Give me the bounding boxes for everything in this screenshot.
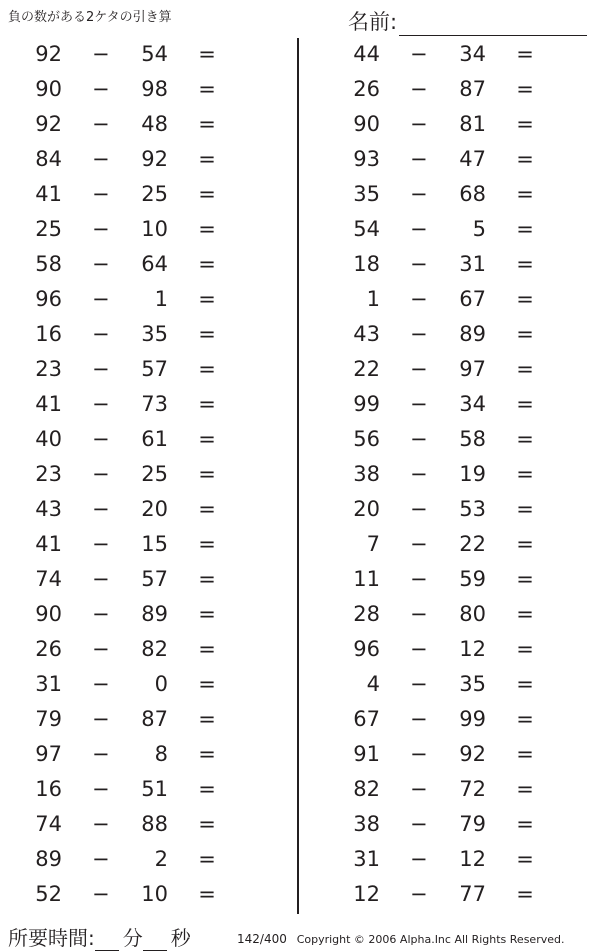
subtrahend: 67	[459, 287, 486, 311]
equals-sign: =	[516, 112, 534, 136]
minus-sign: −	[410, 637, 428, 661]
problem-row	[318, 492, 598, 527]
minus-sign: −	[410, 182, 428, 206]
minuend: 89	[35, 847, 62, 871]
equals-sign: =	[198, 532, 216, 556]
subtrahend: 5	[472, 217, 486, 241]
minus-sign: −	[92, 427, 110, 451]
equals-sign: =	[198, 742, 216, 766]
minus-sign: −	[92, 637, 110, 661]
equals-sign: =	[516, 252, 534, 276]
equals-sign: =	[198, 847, 216, 871]
subtrahend: 92	[459, 742, 486, 766]
problem-row	[318, 72, 598, 107]
subtrahend: 48	[141, 112, 168, 136]
minuend: 96	[35, 287, 62, 311]
minus-sign: −	[410, 532, 428, 556]
equals-sign: =	[516, 322, 534, 346]
minuend: 79	[35, 707, 62, 731]
minuend: 20	[353, 497, 380, 521]
minuend: 7	[366, 532, 380, 556]
problem-row	[0, 807, 280, 842]
minuend: 93	[353, 147, 380, 171]
problem-row	[318, 352, 598, 387]
subtrahend: 87	[459, 77, 486, 101]
problem-row	[318, 247, 598, 282]
minuend: 11	[353, 567, 380, 591]
minutes-unit: 分	[122, 926, 143, 950]
problem-row	[318, 212, 598, 247]
minus-sign: −	[92, 847, 110, 871]
minuend: 44	[353, 42, 380, 66]
equals-sign: =	[198, 182, 216, 206]
problem-row	[318, 807, 598, 842]
minuend: 26	[353, 77, 380, 101]
minus-sign: −	[410, 777, 428, 801]
problem-row	[318, 387, 598, 422]
minus-sign: −	[92, 182, 110, 206]
equals-sign: =	[198, 707, 216, 731]
subtrahend: 87	[141, 707, 168, 731]
problem-row	[318, 457, 598, 492]
column-divider	[297, 38, 299, 914]
minutes-blank	[95, 950, 119, 951]
problem-row	[0, 387, 280, 422]
minus-sign: −	[92, 567, 110, 591]
minuend: 52	[35, 882, 62, 906]
minuend: 97	[35, 742, 62, 766]
minuend: 41	[35, 532, 62, 556]
minus-sign: −	[410, 847, 428, 871]
subtrahend: 10	[141, 882, 168, 906]
minus-sign: −	[92, 252, 110, 276]
name-label: 名前:	[348, 10, 398, 34]
problem-row	[0, 632, 280, 667]
equals-sign: =	[198, 217, 216, 241]
equals-sign: =	[516, 882, 534, 906]
minus-sign: −	[410, 112, 428, 136]
problem-row	[0, 352, 280, 387]
subtrahend: 81	[459, 112, 486, 136]
equals-sign: =	[198, 322, 216, 346]
minuend: 23	[35, 462, 62, 486]
equals-sign: =	[516, 707, 534, 731]
copyright-text: Copyright © 2006 Alpha.Inc All Rights Reserved.	[296, 933, 565, 946]
minuend: 38	[353, 812, 380, 836]
problem-row	[318, 177, 598, 212]
subtrahend: 15	[141, 532, 168, 556]
minus-sign: −	[92, 462, 110, 486]
subtrahend: 54	[141, 42, 168, 66]
equals-sign: =	[516, 497, 534, 521]
problem-row	[318, 772, 598, 807]
minus-sign: −	[410, 812, 428, 836]
minuend: 35	[353, 182, 380, 206]
equals-sign: =	[516, 77, 534, 101]
subtrahend: 12	[459, 637, 486, 661]
name-blank-line	[399, 17, 587, 36]
minus-sign: −	[410, 42, 428, 66]
subtrahend: 64	[141, 252, 168, 276]
minuend: 16	[35, 322, 62, 346]
subtrahend: 19	[459, 462, 486, 486]
equals-sign: =	[198, 42, 216, 66]
minuend: 22	[353, 357, 380, 381]
problem-row	[318, 842, 598, 877]
subtrahend: 79	[459, 812, 486, 836]
subtrahend: 77	[459, 882, 486, 906]
subtrahend: 34	[459, 392, 486, 416]
problem-row	[318, 282, 598, 317]
seconds-unit: 秒	[170, 926, 191, 950]
problem-row	[318, 877, 598, 912]
minus-sign: −	[410, 882, 428, 906]
subtrahend: 0	[154, 672, 168, 696]
minuend: 56	[353, 427, 380, 451]
problem-row	[0, 317, 280, 352]
subtrahend: 35	[141, 322, 168, 346]
subtrahend: 59	[459, 567, 486, 591]
subtrahend: 98	[141, 77, 168, 101]
minus-sign: −	[410, 392, 428, 416]
minus-sign: −	[92, 77, 110, 101]
minuend: 84	[35, 147, 62, 171]
minuend: 23	[35, 357, 62, 381]
problem-row	[318, 667, 598, 702]
minuend: 43	[353, 322, 380, 346]
footer-info	[237, 932, 564, 946]
subtrahend: 31	[459, 252, 486, 276]
minuend: 38	[353, 462, 380, 486]
problem-row	[0, 772, 280, 807]
time-label: 所要時間:	[8, 926, 95, 950]
problem-row	[318, 527, 598, 562]
equals-sign: =	[198, 497, 216, 521]
equals-sign: =	[198, 462, 216, 486]
subtrahend: 51	[141, 777, 168, 801]
problem-row	[0, 877, 280, 912]
subtrahend: 82	[141, 637, 168, 661]
problem-row	[318, 317, 598, 352]
minuend: 25	[35, 217, 62, 241]
minuend: 92	[35, 42, 62, 66]
minuend: 74	[35, 567, 62, 591]
minus-sign: −	[410, 742, 428, 766]
minuend: 31	[353, 847, 380, 871]
equals-sign: =	[516, 532, 534, 556]
problem-row	[318, 422, 598, 457]
subtrahend: 89	[141, 602, 168, 626]
subtrahend: 25	[141, 182, 168, 206]
minuend: 90	[35, 77, 62, 101]
equals-sign: =	[198, 777, 216, 801]
equals-sign: =	[516, 427, 534, 451]
subtrahend: 25	[141, 462, 168, 486]
name-field	[348, 6, 587, 36]
equals-sign: =	[516, 812, 534, 836]
problem-row	[0, 212, 280, 247]
equals-sign: =	[198, 637, 216, 661]
problem-row	[318, 632, 598, 667]
equals-sign: =	[198, 77, 216, 101]
equals-sign: =	[198, 252, 216, 276]
subtrahend: 92	[141, 147, 168, 171]
equals-sign: =	[198, 882, 216, 906]
subtrahend: 35	[459, 672, 486, 696]
minuend: 41	[35, 392, 62, 416]
equals-sign: =	[516, 567, 534, 591]
problem-row	[0, 282, 280, 317]
subtrahend: 2	[154, 847, 168, 871]
equals-sign: =	[198, 287, 216, 311]
minuend: 18	[353, 252, 380, 276]
minus-sign: −	[92, 532, 110, 556]
page-number: 142/400	[237, 932, 287, 946]
minuend: 40	[35, 427, 62, 451]
subtrahend: 47	[459, 147, 486, 171]
problem-row	[0, 562, 280, 597]
subtrahend: 73	[141, 392, 168, 416]
subtrahend: 1	[154, 287, 168, 311]
problem-row	[0, 597, 280, 632]
minus-sign: −	[410, 567, 428, 591]
problem-row	[0, 737, 280, 772]
subtrahend: 72	[459, 777, 486, 801]
equals-sign: =	[516, 462, 534, 486]
equals-sign: =	[198, 112, 216, 136]
minuend: 26	[35, 637, 62, 661]
minus-sign: −	[92, 777, 110, 801]
problem-row	[318, 702, 598, 737]
minuend: 90	[35, 602, 62, 626]
minus-sign: −	[410, 707, 428, 731]
minus-sign: −	[92, 112, 110, 136]
subtrahend: 34	[459, 42, 486, 66]
minus-sign: −	[92, 742, 110, 766]
problem-row	[0, 457, 280, 492]
minus-sign: −	[92, 287, 110, 311]
equals-sign: =	[516, 147, 534, 171]
minus-sign: −	[92, 217, 110, 241]
equals-sign: =	[516, 182, 534, 206]
minuend: 16	[35, 777, 62, 801]
subtrahend: 99	[459, 707, 486, 731]
minuend: 43	[35, 497, 62, 521]
equals-sign: =	[516, 637, 534, 661]
subtrahend: 89	[459, 322, 486, 346]
problem-row	[318, 37, 598, 72]
problem-row	[0, 247, 280, 282]
equals-sign: =	[516, 287, 534, 311]
minus-sign: −	[410, 287, 428, 311]
subtrahend: 8	[154, 742, 168, 766]
subtrahend: 10	[141, 217, 168, 241]
equals-sign: =	[516, 742, 534, 766]
problem-row	[318, 737, 598, 772]
subtrahend: 22	[459, 532, 486, 556]
subtrahend: 53	[459, 497, 486, 521]
problem-row	[0, 177, 280, 212]
problem-row	[318, 597, 598, 632]
equals-sign: =	[198, 147, 216, 171]
equals-sign: =	[516, 672, 534, 696]
problem-row	[318, 142, 598, 177]
equals-sign: =	[516, 847, 534, 871]
minus-sign: −	[92, 707, 110, 731]
subtrahend: 97	[459, 357, 486, 381]
minuend: 4	[366, 672, 380, 696]
equals-sign: =	[516, 777, 534, 801]
problem-row	[0, 667, 280, 702]
minus-sign: −	[92, 42, 110, 66]
minus-sign: −	[92, 882, 110, 906]
problem-row	[0, 842, 280, 877]
subtrahend: 61	[141, 427, 168, 451]
problem-row	[0, 37, 280, 72]
minuend: 58	[35, 252, 62, 276]
problem-row	[318, 107, 598, 142]
problem-row	[0, 72, 280, 107]
equals-sign: =	[198, 812, 216, 836]
minus-sign: −	[410, 217, 428, 241]
minuend: 28	[353, 602, 380, 626]
minus-sign: −	[410, 322, 428, 346]
problem-row	[0, 107, 280, 142]
equals-sign: =	[198, 392, 216, 416]
equals-sign: =	[516, 392, 534, 416]
minuend: 1	[366, 287, 380, 311]
minuend: 31	[35, 672, 62, 696]
minuend: 67	[353, 707, 380, 731]
problem-row	[0, 527, 280, 562]
equals-sign: =	[516, 217, 534, 241]
subtrahend: 80	[459, 602, 486, 626]
minus-sign: −	[92, 672, 110, 696]
minuend: 99	[353, 392, 380, 416]
equals-sign: =	[198, 567, 216, 591]
minuend: 90	[353, 112, 380, 136]
subtrahend: 88	[141, 812, 168, 836]
equals-sign: =	[198, 602, 216, 626]
subtrahend: 57	[141, 567, 168, 591]
minus-sign: −	[410, 462, 428, 486]
subtrahend: 58	[459, 427, 486, 451]
minus-sign: −	[410, 427, 428, 451]
equals-sign: =	[516, 357, 534, 381]
worksheet-title: 負の数がある2ケタの引き算	[8, 10, 172, 25]
minus-sign: −	[92, 602, 110, 626]
problem-row	[0, 422, 280, 457]
minuend: 54	[353, 217, 380, 241]
minus-sign: −	[410, 147, 428, 171]
problem-row	[0, 492, 280, 527]
minuend: 74	[35, 812, 62, 836]
minuend: 91	[353, 742, 380, 766]
minus-sign: −	[410, 357, 428, 381]
minuend: 96	[353, 637, 380, 661]
equals-sign: =	[198, 357, 216, 381]
minus-sign: −	[92, 357, 110, 381]
minus-sign: −	[410, 252, 428, 276]
equals-sign: =	[198, 427, 216, 451]
problem-row	[0, 142, 280, 177]
minus-sign: −	[92, 147, 110, 171]
minuend: 82	[353, 777, 380, 801]
minus-sign: −	[410, 602, 428, 626]
equals-sign: =	[516, 42, 534, 66]
minus-sign: −	[92, 322, 110, 346]
problem-row	[318, 562, 598, 597]
minuend: 12	[353, 882, 380, 906]
minus-sign: −	[410, 497, 428, 521]
subtrahend: 12	[459, 847, 486, 871]
subtrahend: 20	[141, 497, 168, 521]
seconds-blank	[143, 950, 167, 951]
minus-sign: −	[410, 77, 428, 101]
equals-sign: =	[516, 602, 534, 626]
minus-sign: −	[92, 497, 110, 521]
minuend: 41	[35, 182, 62, 206]
equals-sign: =	[198, 672, 216, 696]
minus-sign: −	[92, 812, 110, 836]
subtrahend: 68	[459, 182, 486, 206]
time-taken-field	[8, 922, 191, 951]
subtrahend: 57	[141, 357, 168, 381]
minus-sign: −	[92, 392, 110, 416]
problem-row	[0, 702, 280, 737]
minuend: 92	[35, 112, 62, 136]
minus-sign: −	[410, 672, 428, 696]
